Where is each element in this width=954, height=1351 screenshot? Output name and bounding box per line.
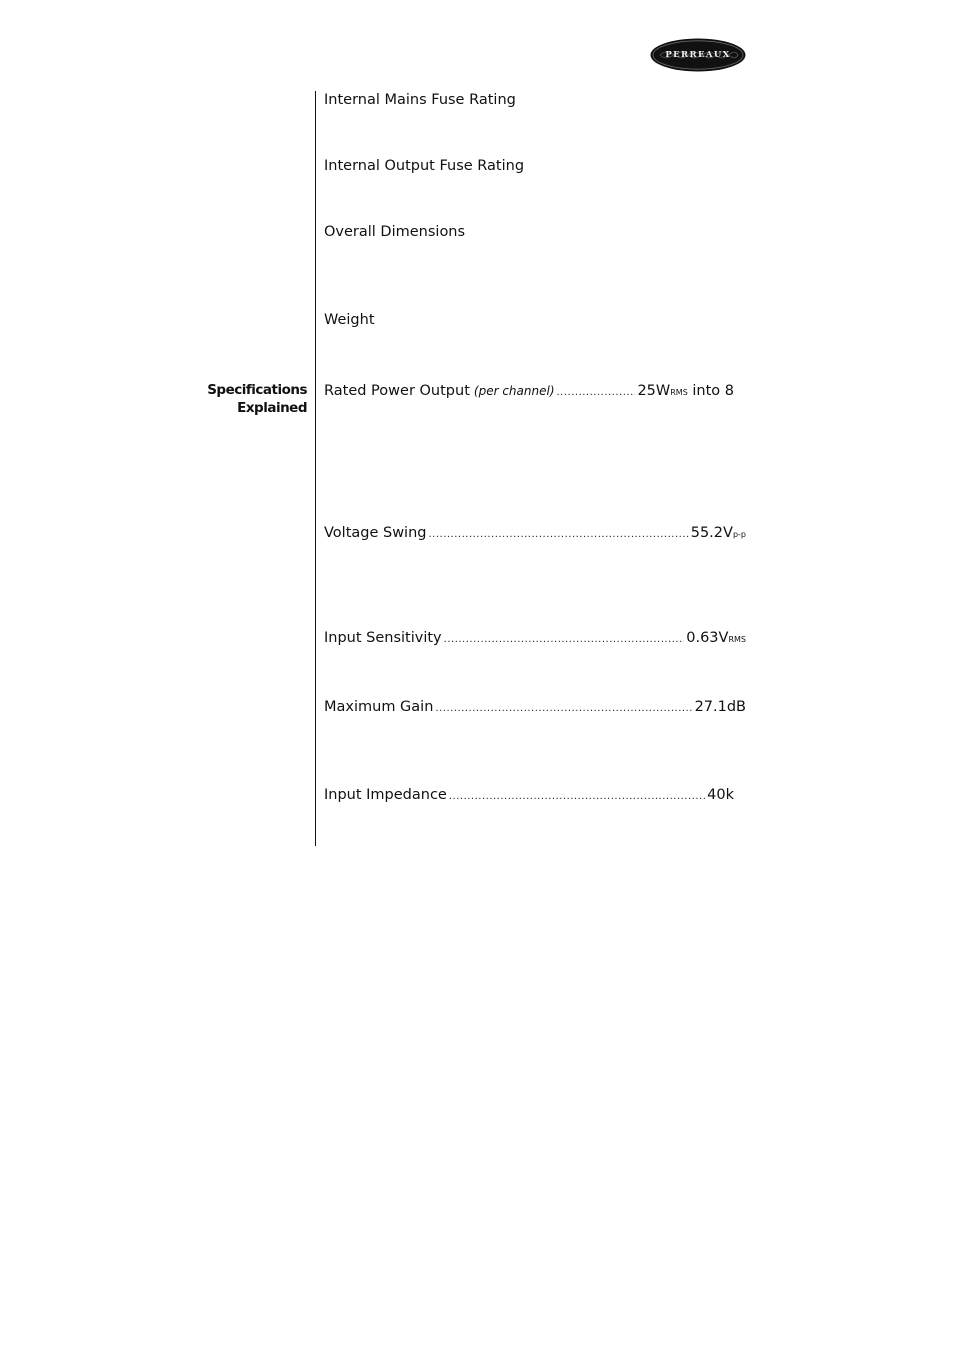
dot-leader bbox=[557, 384, 636, 402]
dot-leader bbox=[435, 700, 692, 718]
dimensions-label: Overall Dimensions bbox=[324, 224, 466, 240]
weight-label: Weight bbox=[324, 312, 375, 328]
rated-power-label: Rated Power Output bbox=[324, 383, 470, 399]
maximum-gain-value: 27.1dB bbox=[694, 699, 746, 715]
input-impedance-value: 40k bbox=[707, 787, 734, 803]
rated-power-row: Rated Power Output ( per channel ) ..... 25W RMS into 8 bbox=[324, 382, 734, 402]
perreaux-logo bbox=[650, 38, 746, 72]
voltage-swing-label: Voltage Swing bbox=[324, 525, 427, 541]
voltage-swing-value: 55.2V bbox=[690, 525, 733, 541]
dot-leader bbox=[428, 526, 688, 544]
rated-power-suffix: into 8 bbox=[687, 383, 734, 399]
maximum-gain-row bbox=[324, 698, 746, 718]
maximum-gain-label: Maximum Gain bbox=[324, 699, 434, 715]
mains-fuse-label: Internal Mains Fuse Rating bbox=[324, 92, 516, 108]
voltage-swing-row: Voltage Swing ..... 55.2V p-p bbox=[324, 524, 746, 544]
input-sensitivity-row: Input Sensitivity ..... 0.63V RMS bbox=[324, 629, 746, 649]
vertical-divider bbox=[315, 91, 316, 846]
section-heading bbox=[150, 381, 307, 417]
dot-leader bbox=[444, 631, 685, 649]
input-sensitivity-label: Input Sensitivity bbox=[324, 630, 442, 646]
input-impedance-label: Input Impedance bbox=[324, 787, 447, 803]
input-sensitivity-value: 0.63V bbox=[686, 630, 729, 646]
input-impedance-row bbox=[324, 786, 734, 806]
rated-power-note-open: ( bbox=[473, 384, 479, 398]
section-heading-line-1: Specifications bbox=[207, 382, 307, 398]
logo-wordmark: PERREAUX bbox=[665, 50, 731, 60]
dot-leader bbox=[449, 788, 705, 806]
rated-power-value: 25W bbox=[637, 383, 671, 399]
output-fuse-label: Internal Output Fuse Rating bbox=[324, 158, 525, 174]
rated-power-note: per channel bbox=[478, 384, 550, 398]
rated-power-note-close: ) bbox=[549, 384, 555, 398]
section-heading-line-2: Explained bbox=[237, 400, 307, 416]
